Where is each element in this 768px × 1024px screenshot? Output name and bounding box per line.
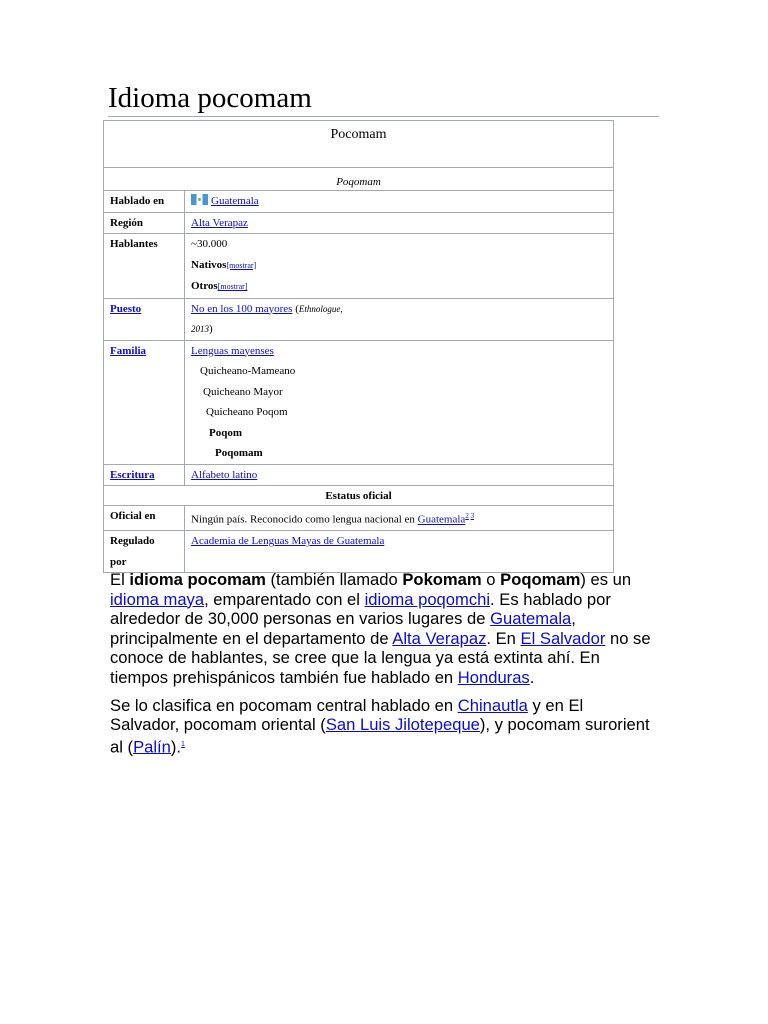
rank-link[interactable]: No en los 100 mayores [191, 302, 293, 315]
official-status-header: Estatus oficial [104, 486, 614, 506]
official-in-label: Oficial en [104, 506, 185, 531]
rank-label-cell [104, 298, 185, 340]
guatemala-link[interactable]: Guatemala [211, 195, 259, 207]
regulated-by-value [185, 531, 614, 573]
family-item: Poqomam [215, 447, 263, 459]
mayan-language-link[interactable]: idioma maya [110, 589, 205, 609]
family-item: Quicheano Poqom [206, 406, 288, 418]
mayan-languages-link[interactable]: Lenguas mayenses [191, 344, 274, 357]
title-divider [108, 116, 659, 117]
infobox-header: Pocomam [104, 121, 614, 168]
honduras-link[interactable]: Honduras [457, 667, 530, 687]
el-salvador-link[interactable]: El Salvador [520, 628, 606, 648]
reference-3-link[interactable]: 3 [470, 512, 475, 520]
reference-1-link[interactable]: 1 [181, 740, 185, 748]
latin-alphabet-link[interactable]: Alfabeto latino [191, 468, 258, 481]
family-value [185, 340, 614, 464]
region-label: Región [104, 212, 185, 234]
natives-show-link[interactable]: [mostrar] [226, 260, 257, 270]
script-label-link[interactable]: Escritura [110, 468, 155, 481]
natives-row [191, 255, 607, 277]
infobox [103, 120, 614, 573]
spoken-in-value [185, 191, 614, 213]
family-label-link[interactable]: Familia [110, 344, 147, 357]
alta-verapaz-link[interactable]: Alta Verapaz [191, 216, 248, 229]
natives-label: Nativos [191, 258, 227, 271]
article-paragraph-2: Se lo clasifica en pocomam central hablado en Chinautla y en El Salvador, pocomam oriental (San Luis Jilotepeque), y pocomam surorient al (Palín).$^1$ [110, 695, 650, 757]
article-body [110, 570, 656, 765]
guatemala-body-link[interactable]: Guatemala [490, 609, 572, 629]
rank-label-link[interactable]: Puesto [110, 302, 142, 315]
speakers-count: ~30.000 [191, 238, 228, 250]
chinautla-link[interactable]: Chinautla [457, 695, 528, 715]
others-row [191, 276, 607, 298]
academy-link[interactable]: Academia de Lenguas Mayas de Guatemala [191, 535, 385, 548]
page-title: Idioma pocomam [108, 82, 312, 114]
rank-year: 2013 [191, 324, 209, 334]
script-value [185, 464, 614, 486]
reference-2-link[interactable]: 2 [465, 512, 469, 520]
others-label: Otros [191, 280, 218, 292]
family-item: Quicheano Mayor [203, 385, 283, 398]
alta-verapaz-body-link[interactable]: Alta Verapaz [392, 628, 487, 648]
family-item: Poqom [209, 426, 242, 439]
article-paragraph-1: El idioma pocomam (también llamado Pokomam o Poqomam) es un idioma maya, emparentado con el idioma poqomchi. Es hablado por alrededor de 30,000 personas en varios lugares de Guatemala, principalmente en el departamento de Alta Verapaz. En El Salvador no se conoce de hablantes, se cree que la lengua ya está extinta ahí. En tiempos prehispánicos también fue hablado en Honduras. [110, 570, 651, 687]
speakers-value [185, 234, 614, 299]
region-value [185, 212, 614, 234]
infobox-native-name: Poqomam [104, 168, 614, 191]
script-label-cell [104, 464, 185, 486]
spoken-in-label: Hablado en [104, 191, 185, 213]
regulated-by-label: Regulado por [104, 531, 185, 573]
others-show-link[interactable]: [mostrar] [217, 282, 248, 291]
rank-value: No en los 100 mayores (Ethnologue, 2013) [185, 298, 614, 340]
family-item: Quicheano-Mameano [200, 365, 296, 377]
san-luis-jilotepeque-link[interactable]: San Luis Jilotepeque [325, 715, 480, 735]
guatemala-official-link[interactable]: Guatemala [417, 513, 466, 526]
family-label-cell [104, 340, 185, 464]
official-in-value: Ningún país. Reconocido como lengua nacional en Guatemala$^{2 3}$ [185, 506, 614, 531]
speakers-label: Hablantes [104, 234, 185, 299]
guatemala-flag-icon [191, 194, 208, 205]
poqomchi-language-link[interactable]: idioma poqomchi [364, 589, 491, 609]
palin-link[interactable]: Palín [133, 737, 171, 757]
rank-source: Ethnologue, [298, 303, 343, 314]
